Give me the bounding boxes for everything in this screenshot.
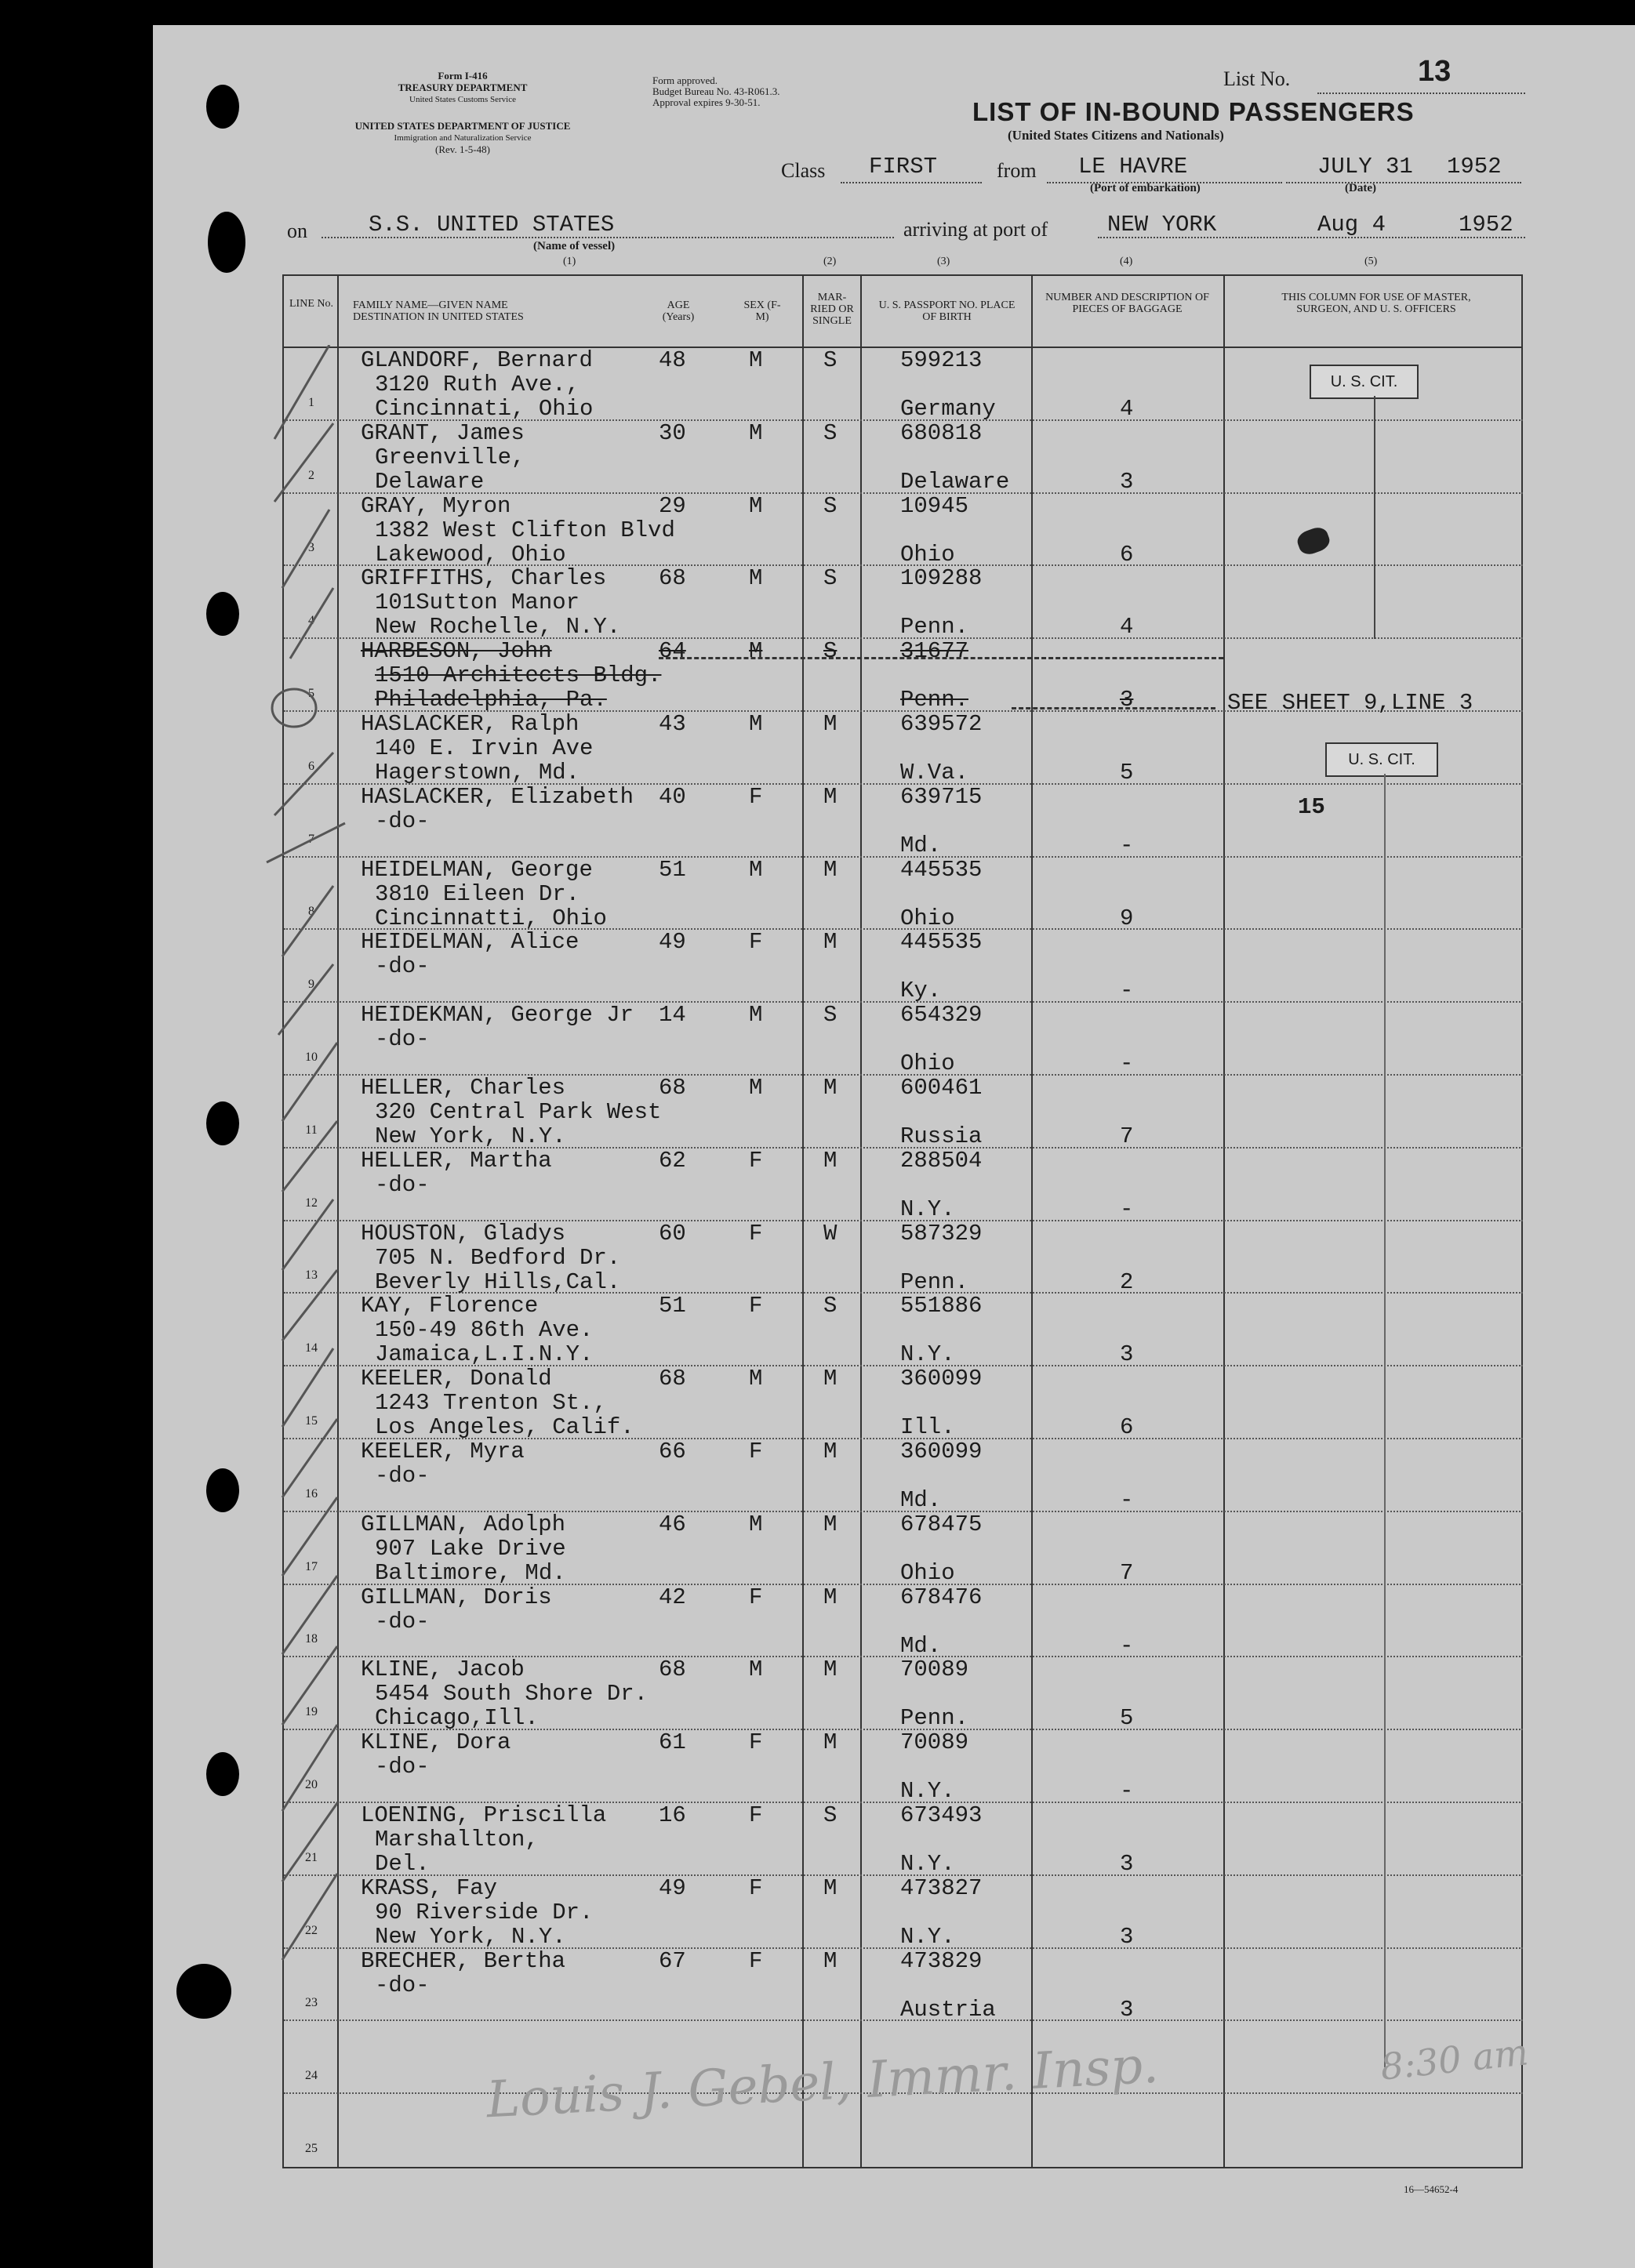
line-number: 18 bbox=[305, 1632, 318, 1646]
place-of-birth: Penn. bbox=[900, 1269, 969, 1295]
marital-status: S bbox=[823, 1802, 837, 1828]
place-of-birth: Ohio bbox=[900, 1051, 955, 1076]
arriving-label: arriving at port of bbox=[903, 218, 1048, 241]
place-of-birth: Russia bbox=[900, 1123, 983, 1149]
col-num-3: (3) bbox=[937, 256, 950, 267]
sex: F bbox=[749, 1729, 763, 1755]
baggage-count: 9 bbox=[1120, 905, 1134, 931]
marital-status: M bbox=[823, 1729, 837, 1755]
address-city: New Rochelle, N.Y. bbox=[375, 614, 621, 640]
place-of-birth: Ky. bbox=[900, 978, 942, 1003]
address-city: New York, N.Y. bbox=[375, 1924, 566, 1950]
baggage-count: 3 bbox=[1120, 469, 1134, 495]
address-line: -do- bbox=[375, 1172, 430, 1198]
marital-status: M bbox=[823, 711, 837, 737]
baggage-count: - bbox=[1120, 1051, 1134, 1076]
address-city: Philadelphia, Pa. bbox=[375, 687, 607, 713]
passport-number: 445535 bbox=[900, 929, 983, 955]
passenger-name: HELLER, Martha bbox=[361, 1148, 552, 1174]
arrival-year: 1952 bbox=[1459, 212, 1513, 238]
passenger-name: HARBESON, John bbox=[361, 638, 552, 664]
baggage-count: 4 bbox=[1120, 614, 1134, 640]
embarkation-date: JULY 31 bbox=[1317, 154, 1413, 180]
sex: M bbox=[749, 1366, 763, 1392]
address-line: -do- bbox=[375, 1972, 430, 1998]
approval-expires: Approval expires 9-30-51. bbox=[652, 96, 761, 108]
place-of-birth: N.Y. bbox=[900, 1924, 955, 1950]
place-of-birth: Ohio bbox=[900, 1560, 955, 1586]
sex: M bbox=[749, 1002, 763, 1028]
address-line: Marshallton, bbox=[375, 1827, 539, 1853]
address-line: -do- bbox=[375, 1463, 430, 1489]
place-of-birth: Ohio bbox=[900, 905, 955, 931]
address-line: 140 E. Irvin Ave bbox=[375, 735, 594, 761]
place-of-birth: Md. bbox=[900, 1487, 942, 1513]
address-city: Beverly Hills,Cal. bbox=[375, 1269, 621, 1295]
header-sex: SEX (F-M) bbox=[743, 299, 781, 323]
line-number: 16 bbox=[305, 1487, 318, 1501]
baggage-count: - bbox=[1120, 978, 1134, 1003]
place-of-birth: N.Y. bbox=[900, 1851, 955, 1877]
address-line: -do- bbox=[375, 808, 430, 834]
passenger-name: GRANT, James bbox=[361, 420, 525, 446]
passport-number: 288504 bbox=[900, 1148, 983, 1174]
sex: F bbox=[749, 1802, 763, 1828]
sex: M bbox=[749, 638, 763, 664]
punch-hole bbox=[176, 1964, 231, 2019]
punch-hole bbox=[206, 1752, 239, 1796]
baggage-count: - bbox=[1120, 1778, 1134, 1804]
sex: F bbox=[749, 1875, 763, 1901]
line-number: 7 bbox=[308, 833, 314, 846]
address-city: Jamaica,L.I.N.Y. bbox=[375, 1341, 594, 1367]
embarkation-year: 1952 bbox=[1447, 154, 1502, 180]
see-sheet-note: SEE SHEET 9,LINE 3 bbox=[1227, 690, 1473, 716]
place-of-birth: Penn. bbox=[900, 687, 969, 713]
col-num-4: (4) bbox=[1120, 256, 1133, 267]
address-city: Del. bbox=[375, 1851, 430, 1877]
baggage-count: 3 bbox=[1120, 1341, 1134, 1367]
passport-number: 109288 bbox=[900, 565, 983, 591]
age: 61 bbox=[659, 1729, 686, 1755]
passenger-name: KAY, Florence bbox=[361, 1293, 539, 1319]
place-of-birth: Ill. bbox=[900, 1414, 955, 1440]
passenger-name: HELLER, Charles bbox=[361, 1075, 566, 1101]
sex: F bbox=[749, 929, 763, 955]
passport-number: 673493 bbox=[900, 1802, 983, 1828]
passenger-name: KEELER, Myra bbox=[361, 1439, 525, 1464]
sex: F bbox=[749, 1293, 763, 1319]
passenger-name: HEIDELMAN, George bbox=[361, 857, 593, 883]
marital-status: M bbox=[823, 929, 837, 955]
marital-status: S bbox=[823, 565, 837, 591]
age: 68 bbox=[659, 565, 686, 591]
passenger-name: LOENING, Priscilla bbox=[361, 1802, 607, 1828]
class-underline bbox=[841, 182, 982, 183]
address-city: Lakewood, Ohio bbox=[375, 542, 566, 568]
arrival-underline bbox=[1098, 237, 1525, 238]
address-line: 1382 West Clifton Blvd bbox=[375, 517, 675, 543]
age: 29 bbox=[659, 493, 686, 519]
line-number: 17 bbox=[305, 1560, 318, 1573]
passport-number: 445535 bbox=[900, 857, 983, 883]
passenger-name: KEELER, Donald bbox=[361, 1366, 552, 1392]
age: 49 bbox=[659, 929, 686, 955]
passenger-name: KRASS, Fay bbox=[361, 1875, 498, 1901]
sex: F bbox=[749, 1948, 763, 1974]
age: 51 bbox=[659, 1293, 686, 1319]
sex: F bbox=[749, 1221, 763, 1246]
sex: M bbox=[749, 493, 763, 519]
header-married: MAR-RIED OR SINGLE bbox=[810, 292, 854, 327]
age: 43 bbox=[659, 711, 686, 737]
us-citizen-stamp: U. S. CIT. bbox=[1325, 742, 1438, 777]
passport-number: 639572 bbox=[900, 711, 983, 737]
marital-status: S bbox=[823, 1293, 837, 1319]
place-of-birth: Md. bbox=[900, 1633, 942, 1659]
age: 60 bbox=[659, 1221, 686, 1246]
passenger-name: KLINE, Dora bbox=[361, 1729, 511, 1755]
address-line: 150-49 86th Ave. bbox=[375, 1317, 594, 1343]
passport-number: 678476 bbox=[900, 1584, 983, 1610]
dept-justice: UNITED STATES DEPARTMENT OF JUSTICE bbox=[354, 120, 571, 132]
passport-number: 10945 bbox=[900, 493, 969, 519]
cancel-dashes bbox=[1012, 707, 1215, 709]
punch-hole bbox=[208, 212, 245, 273]
address-line: 1510 Architects Bldg. bbox=[375, 662, 662, 688]
passport-number: 587329 bbox=[900, 1221, 983, 1246]
line-number: 21 bbox=[305, 1851, 318, 1864]
line-number: 2 bbox=[308, 469, 314, 482]
age: 67 bbox=[659, 1948, 686, 1974]
col-divider bbox=[860, 274, 862, 2168]
place-of-birth: Ohio bbox=[900, 542, 955, 568]
age: 68 bbox=[659, 1657, 686, 1682]
line-number: 3 bbox=[308, 541, 314, 554]
address-line: 90 Riverside Dr. bbox=[375, 1900, 594, 1925]
marital-status: M bbox=[823, 1511, 837, 1537]
passenger-name: GRIFFITHS, Charles bbox=[361, 565, 607, 591]
place-of-birth: Penn. bbox=[900, 1705, 969, 1731]
address-line: -do- bbox=[375, 953, 430, 979]
cancel-dashes bbox=[659, 657, 1223, 659]
address-line: -do- bbox=[375, 1609, 430, 1635]
passport-number: 473827 bbox=[900, 1875, 983, 1901]
place-of-birth: Md. bbox=[900, 833, 942, 858]
marital-status: S bbox=[823, 347, 837, 373]
baggage-count: 7 bbox=[1120, 1123, 1134, 1149]
address-line: -do- bbox=[375, 1026, 430, 1052]
baggage-count: 5 bbox=[1120, 760, 1134, 786]
passport-number: 599213 bbox=[900, 347, 983, 373]
sex: M bbox=[749, 347, 763, 373]
list-no-underline bbox=[1317, 93, 1525, 94]
line-number: 1 bbox=[308, 396, 314, 409]
baggage-count: - bbox=[1120, 1633, 1134, 1659]
form-revision: (Rev. 1-5-48) bbox=[435, 143, 490, 155]
passport-number: 654329 bbox=[900, 1002, 983, 1028]
line-number: 12 bbox=[305, 1196, 318, 1210]
age: 42 bbox=[659, 1584, 686, 1610]
punch-hole bbox=[206, 1468, 239, 1512]
class-value: FIRST bbox=[869, 154, 938, 180]
passport-number: 360099 bbox=[900, 1366, 983, 1392]
punch-hole bbox=[206, 1101, 239, 1145]
marital-status: S bbox=[823, 1002, 837, 1028]
arrival-date: Aug 4 bbox=[1317, 212, 1386, 238]
baggage-count: - bbox=[1120, 833, 1134, 858]
passport-number: 70089 bbox=[900, 1729, 969, 1755]
passport-number: 31677 bbox=[900, 638, 969, 664]
passport-number: 600461 bbox=[900, 1075, 983, 1101]
line-number: 4 bbox=[308, 614, 314, 627]
passenger-name: GILLMAN, Doris bbox=[361, 1584, 552, 1610]
vessel-underline bbox=[322, 237, 894, 238]
address-city: Los Angeles, Calif. bbox=[375, 1414, 634, 1440]
on-label: on bbox=[287, 220, 307, 242]
punch-hole bbox=[206, 592, 239, 636]
passenger-name: HEIDELMAN, Alice bbox=[361, 929, 580, 955]
header-age: AGE (Years) bbox=[662, 299, 695, 323]
address-line: -do- bbox=[375, 1754, 430, 1780]
line-number: 6 bbox=[308, 760, 314, 773]
address-city: Chicago,Ill. bbox=[375, 1705, 539, 1731]
passport-number: 473829 bbox=[900, 1948, 983, 1974]
marital-status: W bbox=[823, 1221, 837, 1246]
line-number: 9 bbox=[308, 978, 314, 991]
stamp-line bbox=[1384, 774, 1386, 2067]
place-of-birth: N.Y. bbox=[900, 1778, 955, 1804]
footer-code: 16—54652-4 bbox=[1404, 2183, 1459, 2195]
place-of-birth: Penn. bbox=[900, 614, 969, 640]
address-line: 5454 South Shore Dr. bbox=[375, 1681, 649, 1707]
baggage-count: 3 bbox=[1120, 687, 1134, 713]
age: 30 bbox=[659, 420, 686, 446]
marital-status: M bbox=[823, 1584, 837, 1610]
marital-status: M bbox=[823, 1657, 837, 1682]
age: 48 bbox=[659, 347, 686, 373]
baggage-count: 6 bbox=[1120, 542, 1134, 568]
marital-status: S bbox=[823, 420, 837, 446]
place-of-birth: N.Y. bbox=[900, 1196, 955, 1222]
marital-status: S bbox=[823, 638, 837, 664]
marital-status: S bbox=[823, 493, 837, 519]
line-number: 19 bbox=[305, 1705, 318, 1718]
us-citizen-stamp: U. S. CIT. bbox=[1310, 365, 1419, 399]
passenger-name: HASLACKER, Elizabeth bbox=[361, 784, 634, 810]
line-number: 14 bbox=[305, 1341, 318, 1355]
baggage-count: 6 bbox=[1120, 1414, 1134, 1440]
passenger-name: HOUSTON, Gladys bbox=[361, 1221, 566, 1246]
header-name: FAMILY NAME—GIVEN NAME DESTINATION IN UNITED STATES bbox=[353, 299, 524, 323]
passenger-name: KLINE, Jacob bbox=[361, 1657, 525, 1682]
port-caption: (Port of embarkation) bbox=[1090, 182, 1201, 194]
address-line: 1243 Trenton St., bbox=[375, 1390, 607, 1416]
arrival-port: NEW YORK bbox=[1107, 212, 1217, 238]
marital-status: M bbox=[823, 1875, 837, 1901]
col-divider bbox=[802, 274, 804, 2168]
age: 49 bbox=[659, 1875, 686, 1901]
sex: F bbox=[749, 784, 763, 810]
address-line: 3810 Eileen Dr. bbox=[375, 881, 580, 907]
line-number: 13 bbox=[305, 1268, 318, 1282]
age: 40 bbox=[659, 784, 686, 810]
age: 64 bbox=[659, 638, 686, 664]
address-line: Greenville, bbox=[375, 445, 525, 470]
date-caption: (Date) bbox=[1345, 182, 1376, 194]
age: 68 bbox=[659, 1075, 686, 1101]
passport-number: 680818 bbox=[900, 420, 983, 446]
col-num-1: (1) bbox=[563, 256, 576, 267]
passport-number: 551886 bbox=[900, 1293, 983, 1319]
address-city: Cincinnatti, Ohio bbox=[375, 905, 607, 931]
form-subtitle: (United States Citizens and Nationals) bbox=[1008, 128, 1224, 143]
age: 16 bbox=[659, 1802, 686, 1828]
line-number: 23 bbox=[305, 1996, 318, 2009]
sex: M bbox=[749, 1511, 763, 1537]
place-of-birth: Delaware bbox=[900, 469, 1010, 495]
col-divider bbox=[1223, 274, 1225, 2168]
line-number: 11 bbox=[305, 1123, 318, 1137]
baggage-count: 3 bbox=[1120, 1851, 1134, 1877]
marital-status: M bbox=[823, 1948, 837, 1974]
header-baggage: NUMBER AND DESCRIPTION OF PIECES OF BAGGAGE bbox=[1045, 292, 1209, 315]
sex: M bbox=[749, 1075, 763, 1101]
age: 66 bbox=[659, 1439, 686, 1464]
col-num-5: (5) bbox=[1364, 256, 1378, 267]
sex: M bbox=[749, 1657, 763, 1682]
sex: M bbox=[749, 565, 763, 591]
from-label: from bbox=[997, 159, 1037, 182]
vessel-name: S.S. UNITED STATES bbox=[369, 212, 615, 238]
line-number: 25 bbox=[305, 2142, 318, 2155]
place-of-birth: Austria bbox=[900, 1997, 996, 2023]
class-label: Class bbox=[781, 159, 826, 182]
baggage-count: 3 bbox=[1120, 1997, 1134, 2023]
line-number: 20 bbox=[305, 1778, 318, 1791]
marital-status: M bbox=[823, 1148, 837, 1174]
marital-status: M bbox=[823, 1366, 837, 1392]
line-number: 15 bbox=[305, 1414, 318, 1428]
line-number: 10 bbox=[305, 1051, 318, 1064]
form-title: LIST OF IN-BOUND PASSENGERS bbox=[972, 97, 1415, 126]
passenger-name: GRAY, Myron bbox=[361, 493, 511, 519]
address-line: 705 N. Bedford Dr. bbox=[375, 1245, 621, 1271]
marital-status: M bbox=[823, 784, 837, 810]
sex: F bbox=[749, 1584, 763, 1610]
marital-status: M bbox=[823, 857, 837, 883]
line-number: 24 bbox=[305, 2069, 318, 2082]
vessel-caption: (Name of vessel) bbox=[533, 240, 616, 252]
sex: M bbox=[749, 711, 763, 737]
sex: M bbox=[749, 857, 763, 883]
line-number: 8 bbox=[308, 905, 314, 918]
check-marks bbox=[259, 345, 384, 2030]
header-line-no: LINE No. bbox=[289, 298, 333, 310]
address-line: 101Sutton Manor bbox=[375, 590, 580, 615]
passenger-name: HASLACKER, Ralph bbox=[361, 711, 580, 737]
baggage-count: - bbox=[1120, 1196, 1134, 1222]
place-of-birth: N.Y. bbox=[900, 1341, 955, 1367]
age: 14 bbox=[659, 1002, 686, 1028]
budget-bureau: Budget Bureau No. 43-R061.3. bbox=[652, 85, 780, 97]
age: 46 bbox=[659, 1511, 686, 1537]
dept-ins: Immigration and Naturalization Service bbox=[394, 133, 532, 143]
header-officers: THIS COLUMN FOR USE OF MASTER, SURGEON, AND U. S. OFFICERS bbox=[1281, 292, 1471, 315]
address-line: 3120 Ruth Ave., bbox=[375, 372, 580, 397]
address-line: 907 Lake Drive bbox=[375, 1536, 566, 1562]
header-passport: U. S. PASSPORT NO. PLACE OF BIRTH bbox=[878, 299, 1016, 323]
passenger-name: GILLMAN, Adolph bbox=[361, 1511, 566, 1537]
port-of-embarkation: LE HAVRE bbox=[1078, 154, 1188, 180]
address-city: New York, N.Y. bbox=[375, 1123, 566, 1149]
passport-number: 70089 bbox=[900, 1657, 969, 1682]
baggage-count: 4 bbox=[1120, 396, 1134, 422]
sex: M bbox=[749, 420, 763, 446]
address-city: Cincinnati, Ohio bbox=[375, 396, 594, 422]
time-note: 8:30 am bbox=[1378, 2030, 1531, 2088]
stamp-line bbox=[1374, 396, 1375, 639]
inspector-signature: Louis J. Gebel, Immr. Insp. bbox=[485, 2036, 1161, 2130]
address-city: Baltimore, Md. bbox=[375, 1560, 566, 1586]
age: 51 bbox=[659, 857, 686, 883]
sex: F bbox=[749, 1148, 763, 1174]
col-divider bbox=[1031, 274, 1033, 2168]
marital-status: M bbox=[823, 1439, 837, 1464]
sex: F bbox=[749, 1439, 763, 1464]
passenger-name: GLANDORF, Bernard bbox=[361, 347, 593, 373]
line-number: 22 bbox=[305, 1924, 318, 1937]
marital-status: M bbox=[823, 1075, 837, 1101]
baggage-count: 3 bbox=[1120, 1924, 1134, 1950]
dept-customs: United States Customs Service bbox=[409, 95, 516, 104]
address-line: 320 Central Park West bbox=[375, 1099, 662, 1125]
form-approved: Form approved. bbox=[652, 74, 718, 86]
punch-hole bbox=[206, 85, 239, 129]
age: 62 bbox=[659, 1148, 686, 1174]
passenger-name: BRECHER, Bertha bbox=[361, 1948, 566, 1974]
passenger-name: HEIDEKMAN, George Jr bbox=[361, 1002, 634, 1028]
date-underline bbox=[1286, 182, 1521, 183]
age: 68 bbox=[659, 1366, 686, 1392]
baggage-count: 2 bbox=[1120, 1269, 1134, 1295]
list-no-label: List No. bbox=[1223, 67, 1291, 90]
address-city: Hagerstown, Md. bbox=[375, 760, 580, 786]
col-num-2: (2) bbox=[823, 256, 837, 267]
officer-note-15: 15 bbox=[1298, 794, 1325, 820]
address-city: Delaware bbox=[375, 469, 485, 495]
form-number: Form I-416 bbox=[438, 70, 488, 82]
passport-number: 639715 bbox=[900, 784, 983, 810]
passport-number: 360099 bbox=[900, 1439, 983, 1464]
baggage-count: - bbox=[1120, 1487, 1134, 1513]
dept-treasury: TREASURY DEPARTMENT bbox=[398, 82, 528, 93]
passport-number: 678475 bbox=[900, 1511, 983, 1537]
baggage-count: 5 bbox=[1120, 1705, 1134, 1731]
baggage-count: 7 bbox=[1120, 1560, 1134, 1586]
place-of-birth: W.Va. bbox=[900, 760, 969, 786]
line-number: 5 bbox=[308, 687, 314, 700]
list-number: 13 bbox=[1418, 55, 1452, 88]
place-of-birth: Germany bbox=[900, 396, 996, 422]
